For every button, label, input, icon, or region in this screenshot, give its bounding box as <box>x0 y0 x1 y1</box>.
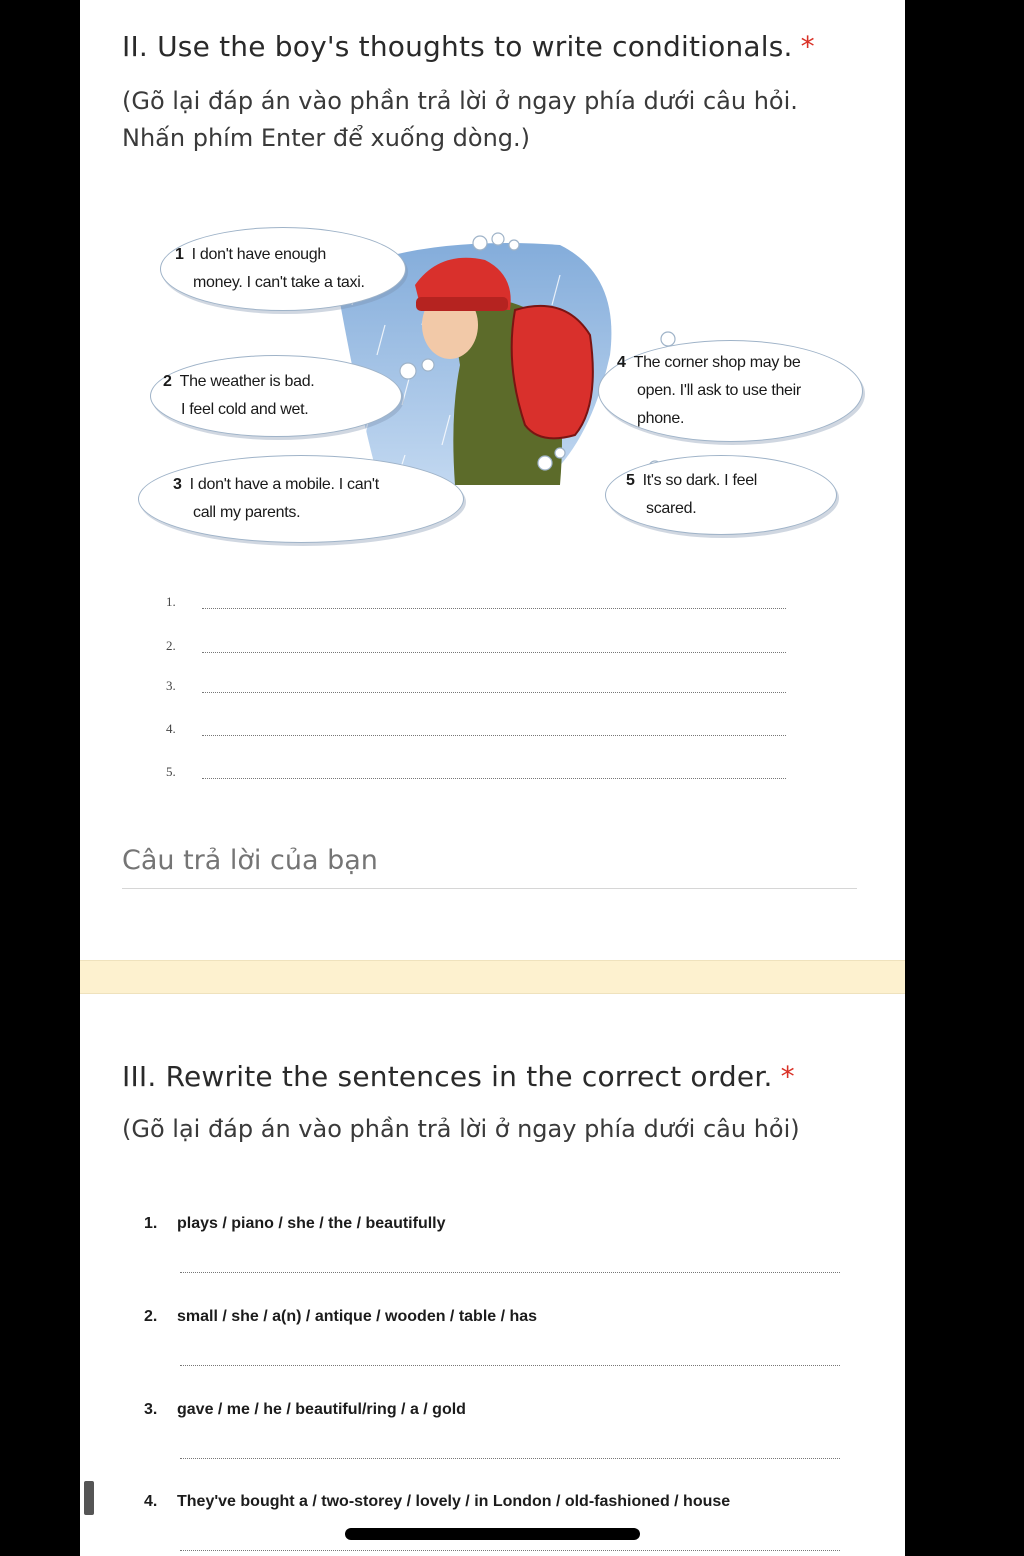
bubble-text: phone. <box>637 410 685 427</box>
form-sheet <box>80 0 905 1556</box>
side-scroll-handle[interactable] <box>84 1481 94 1515</box>
bubble-number: 4 <box>617 354 626 371</box>
bubble-text: It's so dark. I feel <box>642 472 758 489</box>
instruction-line-1: (Gõ lại đáp án vào phần trả lời ở ngay phía dưới câu hỏi. <box>122 87 798 115</box>
bubble-text: I feel cold and wet. <box>181 401 309 418</box>
bubble-text: money. I can't take a taxi. <box>193 274 365 291</box>
answer-number: 3. <box>166 678 176 693</box>
reorder-item-2 <box>144 1308 537 1326</box>
thought-bubble-3 <box>138 455 464 543</box>
worksheet-answer-line <box>166 764 786 786</box>
required-asterisk: * <box>800 30 815 63</box>
thought-bubble-4 <box>598 340 863 442</box>
worksheet-answer-line <box>166 638 786 660</box>
home-indicator-bar[interactable] <box>345 1528 640 1540</box>
bubble-text: open. I'll ask to use their <box>637 382 801 399</box>
reorder-item-3 <box>144 1401 466 1419</box>
question-3-title <box>122 1060 795 1093</box>
bubble-text: call my parents. <box>193 504 301 521</box>
item-text: plays / piano / she / the / beautifully <box>177 1215 446 1232</box>
answer-number: 4. <box>166 721 176 736</box>
bubble-number: 1 <box>175 246 184 263</box>
reorder-item-1 <box>144 1215 446 1233</box>
bubble-number: 5 <box>626 472 635 489</box>
thought-bubble-2 <box>150 355 402 437</box>
worksheet-answer-line <box>166 678 786 700</box>
question-2-title <box>122 30 815 63</box>
item-answer-line <box>180 1458 840 1459</box>
answer-number: 2. <box>166 638 176 653</box>
bubble-text: The corner shop may be <box>633 354 801 371</box>
thought-bubble-5 <box>605 455 837 535</box>
bubble-number: 2 <box>163 373 172 390</box>
item-number: 1. <box>144 1215 158 1232</box>
question-2-instructions <box>122 83 798 157</box>
question-3-instructions: (Gõ lại đáp án vào phần trả lời ở ngay phía dưới câu hỏi) <box>122 1115 800 1143</box>
thought-bubble-1 <box>160 227 406 311</box>
question-2-title-text: II. Use the boy's thoughts to write conditionals. <box>122 30 793 63</box>
question-3-title-text: III. Rewrite the sentences in the correct order. <box>122 1060 773 1093</box>
required-asterisk: * <box>780 1060 795 1093</box>
answer-input-question-2[interactable] <box>122 832 857 889</box>
item-number: 2. <box>144 1308 158 1325</box>
section-divider <box>80 960 905 994</box>
answer-number: 1. <box>166 594 176 609</box>
bubble-number: 3 <box>173 476 182 493</box>
bubble-text: I don't have a mobile. I can't <box>189 476 379 493</box>
item-text: gave / me / he / beautiful/ring / a / gold <box>177 1401 466 1418</box>
bubble-text: The weather is bad. <box>179 373 315 390</box>
instruction-line-2: Nhấn phím Enter để xuống dòng.) <box>122 124 531 152</box>
item-number: 3. <box>144 1401 158 1418</box>
bubble-text: scared. <box>646 500 697 517</box>
reorder-item-4 <box>144 1493 730 1511</box>
bubble-text: I don't have enough <box>191 246 326 263</box>
worksheet-answer-line <box>166 594 786 616</box>
worksheet-answer-line <box>166 721 786 743</box>
item-answer-line <box>180 1272 840 1273</box>
item-text: small / she / a(n) / antique / wooden / table / has <box>177 1308 538 1325</box>
item-number: 4. <box>144 1493 158 1510</box>
answer-number: 5. <box>166 764 176 779</box>
boy-thoughts-illustration <box>120 215 860 555</box>
item-text: They've bought a / two-storey / lovely / in London / old-fashioned / house <box>177 1493 731 1510</box>
item-answer-line <box>180 1365 840 1366</box>
item-answer-line <box>180 1550 840 1551</box>
